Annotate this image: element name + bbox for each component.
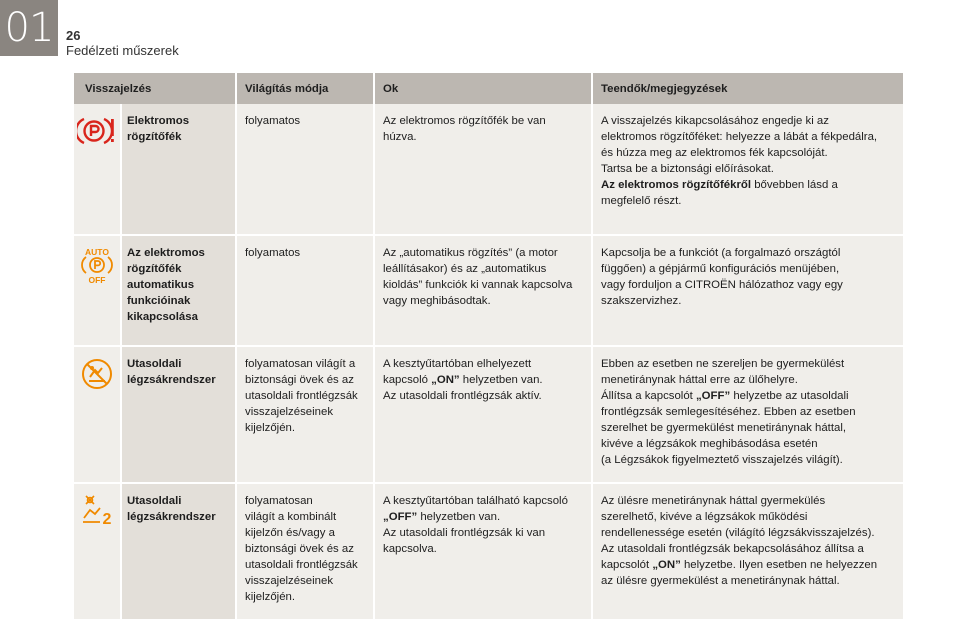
column-header-mode: Világítás módja: [237, 73, 375, 104]
lighting-mode: folyamatos: [237, 236, 375, 347]
cause-pre: A kesztyűtartóban elhelyezett kapcsoló: [383, 358, 532, 386]
auto-brake-off-icon: [80, 246, 114, 284]
indicator-name: Utasoldali légzsákrendszer: [122, 347, 237, 484]
cause-pre: A kesztyűtartóban található kapcsoló: [383, 495, 568, 507]
table-row: [74, 484, 903, 621]
action-tail: bővebben lásd a megfelelő részt.: [601, 179, 838, 207]
icon-cell: [74, 236, 122, 347]
column-header-action: Teendők/megjegyzések: [593, 73, 903, 104]
icon-cell: [74, 347, 122, 484]
svg-text:AUTO: AUTO: [85, 247, 109, 257]
icon-cell: [74, 484, 122, 621]
lighting-mode: folyamatosan világít a kombinált kijelzőn és/vagy a biztonsági övek és az utasoldali frontlégzsák visszajelzéseinek kijelzőjén.: [237, 484, 375, 621]
chapter-number: 01: [4, 5, 54, 51]
action-bold: „ON”: [652, 559, 681, 571]
action-pre: Ebben az esetben ne szereljen be gyermekülést menetiránynak háttal erre az ülőhelyre. Állítsa a kapcsolót: [601, 358, 845, 402]
action-text: [593, 484, 903, 621]
cause-text: Az „automatikus rögzítés” (a motor leállításakor) és az „automatikus kioldás” funkciók ki vannak kapcsolva vagy meghibásodtak.: [375, 236, 593, 347]
cause-text: Az elektromos rögzítőfék be van húzva.: [375, 104, 593, 236]
action-bold: „OFF”: [695, 390, 731, 402]
action-bold: Az elektromos rögzítőfékről: [601, 179, 752, 191]
svg-text:2: 2: [102, 511, 112, 528]
table-row: [74, 236, 903, 347]
cause-bold: „ON”: [431, 374, 460, 386]
passenger-airbag-off-icon: [80, 357, 114, 391]
warning-lights-table: [74, 73, 903, 621]
cause-text: [375, 484, 593, 621]
column-header-cause: Ok: [375, 73, 593, 104]
page-number: 26: [66, 28, 81, 43]
table-header-row: [74, 73, 903, 104]
passenger-airbag-on-icon: [80, 494, 114, 528]
action-text: [593, 347, 903, 484]
section-title: Fedélzeti műszerek: [66, 43, 179, 58]
lighting-mode: folyamatosan világít a biztonsági övek és az utasoldali frontlégzsák visszajelzéseinek kijelzőjén.: [237, 347, 375, 484]
table-row: [74, 347, 903, 484]
svg-text:OFF: OFF: [88, 275, 106, 284]
chapter-tab: [0, 0, 58, 56]
action-text: [593, 104, 903, 236]
indicator-name: Az elektromos rögzítőfék automatikus funkcióinak kikapcsolása: [122, 236, 237, 347]
indicator-name: Utasoldali légzsákrendszer: [122, 484, 237, 621]
action-pre: Az ülésre menetiránynak háttal gyermekülés szerelhető, kivéve a légzsákok működési rendellenessége esetén (világító légzsákvisszajelzés). Az utasoldali frontlégzsák bekapcsolásához állítsa a kapcsolót: [601, 495, 875, 571]
icon-cell: [74, 104, 122, 236]
cause-post: helyzetben van. Az utasoldali frontlégzsák aktív.: [383, 374, 543, 402]
cause-text: [375, 347, 593, 484]
lighting-mode: folyamatos: [237, 104, 375, 236]
column-header-indicator: Visszajelzés: [74, 73, 237, 104]
parking-brake-warning-icon: [77, 114, 117, 148]
action-text: Kapcsolja be a funkciót (a forgalmazó országtól függően) a gépjármű konfigurációs menüjében, vagy forduljon a CITROËN hálózathoz vagy egy szakszervizhez.: [593, 236, 903, 347]
cause-post: helyzetben van. Az utasoldali frontlégzsák ki van kapcsolva.: [383, 511, 546, 555]
action-main: A visszajelzés kikapcsolásához engedje ki az elektromos rögzítőféket: helyezze a lábát a fékpedálra, és húzza meg az elektromos fék kapcsolóját. Tartsa be a biztonsági előírásokat.: [601, 115, 878, 175]
indicator-name: Elektromos rögzítőfék: [122, 104, 237, 236]
table-row: [74, 104, 903, 236]
action-post: helyzetbe az utasoldali frontlégzsák semlegesítéséhez. Ebben az esetben szerelhet be gyermekülést menetiránynak háttal, kivéve a légzsákok meghibásodása esetén (a Légzsákok figyelmeztető visszajelzés világít).: [601, 390, 856, 466]
action-post: helyzetbe. Ilyen esetben ne helyezzen az ülésre gyermekülést a menetiránynak háttal.: [601, 559, 878, 587]
cause-bold: „OFF”: [383, 511, 418, 523]
